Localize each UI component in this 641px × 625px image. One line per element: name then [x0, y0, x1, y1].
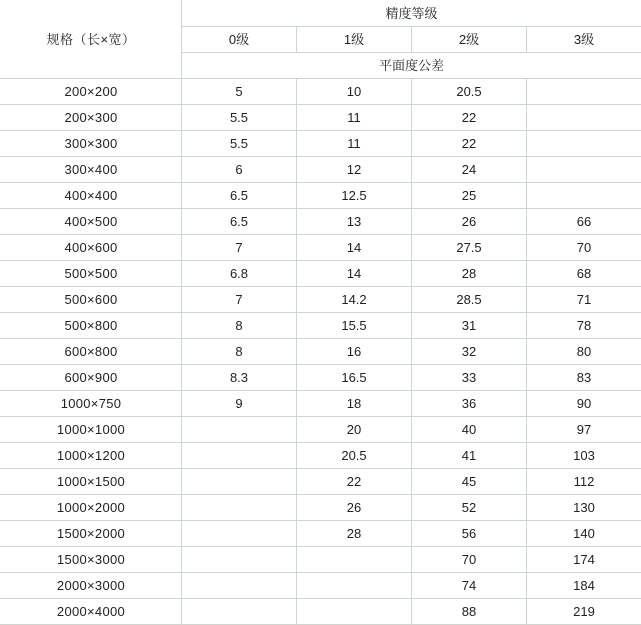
row-value-grade3: 130: [527, 495, 641, 521]
row-value-grade0: [182, 443, 297, 469]
row-value-grade0: [182, 521, 297, 547]
header-grade-2: 2级: [412, 27, 527, 53]
row-value-grade0: 6.5: [182, 209, 297, 235]
row-value-grade1: 18: [297, 391, 412, 417]
table-row: [1, 131, 641, 157]
row-value-grade1: 11: [297, 105, 412, 131]
row-value-grade2: 28.5: [412, 287, 527, 313]
row-value-grade3: 184: [527, 573, 641, 599]
row-value-grade3: [527, 157, 641, 183]
row-value-grade2: 25: [412, 183, 527, 209]
row-value-grade2: 32: [412, 339, 527, 365]
row-value-grade0: 8.3: [182, 365, 297, 391]
row-value-grade0: 8: [182, 313, 297, 339]
row-value-grade0: 9: [182, 391, 297, 417]
row-spec: 500×500: [1, 261, 182, 287]
row-value-grade0: 5.5: [182, 131, 297, 157]
row-spec: 400×500: [1, 209, 182, 235]
row-value-grade2: 52: [412, 495, 527, 521]
table-row: [1, 521, 641, 547]
row-value-grade0: [182, 495, 297, 521]
row-spec: 400×400: [1, 183, 182, 209]
table-row: [1, 443, 641, 469]
row-value-grade2: 20.5: [412, 79, 527, 105]
table-row: [1, 469, 641, 495]
row-value-grade2: 36: [412, 391, 527, 417]
header-flatness-tolerance: 平面度公差: [182, 53, 641, 79]
row-spec: 1000×2000: [1, 495, 182, 521]
table-row: [1, 105, 641, 131]
row-value-grade3: 78: [527, 313, 641, 339]
row-value-grade1: 12.5: [297, 183, 412, 209]
table-row: [1, 365, 641, 391]
table-row: [1, 235, 641, 261]
row-value-grade1: 22: [297, 469, 412, 495]
table-row: [1, 79, 641, 105]
row-value-grade3: 70: [527, 235, 641, 261]
header-grade-0: 0级: [182, 27, 297, 53]
row-value-grade0: [182, 547, 297, 573]
header-grade-1: 1级: [297, 27, 412, 53]
table-row: [1, 287, 641, 313]
row-value-grade1: 15.5: [297, 313, 412, 339]
table-row: [1, 391, 641, 417]
row-value-grade0: 6.5: [182, 183, 297, 209]
row-value-grade2: 40: [412, 417, 527, 443]
header-precision-grade: 精度等级: [182, 1, 641, 27]
row-value-grade2: 22: [412, 131, 527, 157]
row-value-grade0: [182, 573, 297, 599]
header-spec: 规格（长×宽）: [1, 1, 182, 79]
row-value-grade2: 27.5: [412, 235, 527, 261]
row-value-grade0: 7: [182, 287, 297, 313]
row-value-grade0: [182, 599, 297, 625]
table-row: [1, 339, 641, 365]
row-value-grade2: 22: [412, 105, 527, 131]
row-value-grade3: 68: [527, 261, 641, 287]
row-value-grade0: 8: [182, 339, 297, 365]
row-value-grade3: 174: [527, 547, 641, 573]
table-row: [1, 599, 641, 625]
table-row: [1, 313, 641, 339]
table-row: [1, 157, 641, 183]
row-value-grade2: 28: [412, 261, 527, 287]
table-row: [1, 261, 641, 287]
row-value-grade3: 80: [527, 339, 641, 365]
row-value-grade3: 66: [527, 209, 641, 235]
row-value-grade1: 16.5: [297, 365, 412, 391]
row-value-grade3: 90: [527, 391, 641, 417]
row-value-grade2: 70: [412, 547, 527, 573]
row-spec: 1500×3000: [1, 547, 182, 573]
row-value-grade1: 26: [297, 495, 412, 521]
row-value-grade0: [182, 469, 297, 495]
row-value-grade3: [527, 105, 641, 131]
row-spec: 300×300: [1, 131, 182, 157]
header-grade-3: 3级: [527, 27, 641, 53]
row-value-grade3: 97: [527, 417, 641, 443]
row-spec: 500×800: [1, 313, 182, 339]
row-value-grade1: 13: [297, 209, 412, 235]
row-value-grade3: 140: [527, 521, 641, 547]
row-value-grade3: [527, 183, 641, 209]
row-value-grade3: 83: [527, 365, 641, 391]
row-spec: 2000×3000: [1, 573, 182, 599]
row-spec: 300×400: [1, 157, 182, 183]
row-value-grade2: 74: [412, 573, 527, 599]
table-row: [1, 495, 641, 521]
row-value-grade1: [297, 573, 412, 599]
row-value-grade0: 6: [182, 157, 297, 183]
row-value-grade0: 5: [182, 79, 297, 105]
table-row: [1, 417, 641, 443]
row-spec: 1000×1000: [1, 417, 182, 443]
row-spec: 600×900: [1, 365, 182, 391]
row-value-grade1: 14: [297, 235, 412, 261]
row-value-grade1: 20.5: [297, 443, 412, 469]
row-spec: 2000×4000: [1, 599, 182, 625]
row-value-grade2: 24: [412, 157, 527, 183]
row-value-grade2: 56: [412, 521, 527, 547]
row-value-grade0: 7: [182, 235, 297, 261]
table-row: [1, 209, 641, 235]
row-value-grade2: 45: [412, 469, 527, 495]
row-value-grade2: 26: [412, 209, 527, 235]
row-spec: 1500×2000: [1, 521, 182, 547]
row-value-grade1: 12: [297, 157, 412, 183]
row-value-grade1: 16: [297, 339, 412, 365]
row-value-grade3: 112: [527, 469, 641, 495]
row-value-grade0: 6.8: [182, 261, 297, 287]
row-value-grade3: 103: [527, 443, 641, 469]
table-row: [1, 183, 641, 209]
row-value-grade1: [297, 599, 412, 625]
row-value-grade1: 20: [297, 417, 412, 443]
row-spec: 200×300: [1, 105, 182, 131]
row-spec: 1000×1500: [1, 469, 182, 495]
row-value-grade3: [527, 131, 641, 157]
row-value-grade1: 28: [297, 521, 412, 547]
row-spec: 500×600: [1, 287, 182, 313]
row-value-grade0: 5.5: [182, 105, 297, 131]
row-value-grade3: [527, 79, 641, 105]
row-value-grade3: 219: [527, 599, 641, 625]
table-row: [1, 573, 641, 599]
table-header-row-group: [1, 1, 641, 27]
row-value-grade0: [182, 417, 297, 443]
row-value-grade1: 11: [297, 131, 412, 157]
row-value-grade1: 10: [297, 79, 412, 105]
row-value-grade1: [297, 547, 412, 573]
row-spec: 1000×750: [1, 391, 182, 417]
row-value-grade2: 88: [412, 599, 527, 625]
row-value-grade2: 41: [412, 443, 527, 469]
row-value-grade2: 33: [412, 365, 527, 391]
row-spec: 600×800: [1, 339, 182, 365]
row-spec: 200×200: [1, 79, 182, 105]
table-row: [1, 547, 641, 573]
row-spec: 400×600: [1, 235, 182, 261]
row-value-grade1: 14.2: [297, 287, 412, 313]
row-spec: 1000×1200: [1, 443, 182, 469]
row-value-grade1: 14: [297, 261, 412, 287]
row-value-grade3: 71: [527, 287, 641, 313]
row-value-grade2: 31: [412, 313, 527, 339]
